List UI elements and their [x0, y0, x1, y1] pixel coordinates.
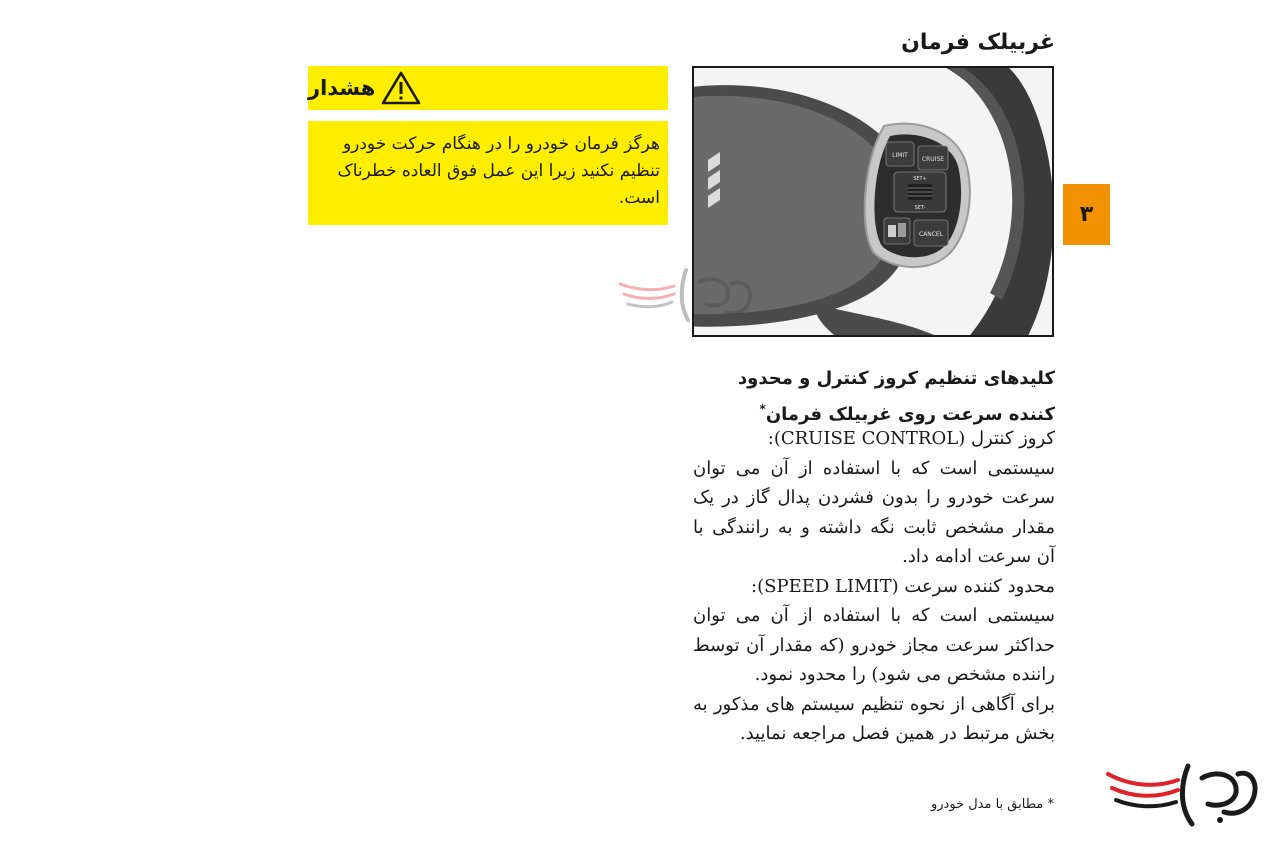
cruise-button-label: CRUISE — [921, 156, 945, 163]
cruise-control-label: کروز کنترل (CRUISE CONTROL): — [767, 428, 1055, 449]
speed-limit-text: سیستمی است که با استفاده از آن می توان حداکثر سرعت مجاز خودرو (که مقدار آن توسط راننده مشخص می شود) را محدود نمود. — [693, 605, 1055, 685]
set-plus-label: SET+ — [913, 176, 927, 182]
watermark-logo — [616, 262, 756, 332]
limit-button-label: LIMIT — [892, 152, 908, 159]
brand-logo — [1106, 760, 1258, 832]
speed-limit-label: محدود کننده سرعت (SPEED LIMIT): — [751, 575, 1055, 597]
warning-title: هشدار — [308, 76, 376, 100]
set-minus-label: SET- — [914, 205, 926, 211]
cruise-control-text: سیستمی است که با استفاده از آن می توان سرعت خودرو را بدون فشردن پدال گاز در یک مقدار مشخص ثابت نگه داشته و به رانندگی با آن سرعت ادامه داد. — [693, 457, 1055, 567]
section-title: غربیلک فرمان — [901, 30, 1055, 55]
warning-triangle-icon — [381, 70, 421, 106]
main-heading-text: کلیدهای تنظیم کروز کنترل و محدود کننده سرعت روی غربیلک فرمان — [737, 368, 1055, 425]
body-text — [693, 424, 1055, 749]
heading-asterisk: * — [759, 402, 766, 416]
main-heading — [693, 364, 1055, 430]
info-text: برای آگاهی از نحوه تنظیم سیستم های مذکور به بخش مرتبط در همین فصل مراجعه نمایید. — [693, 693, 1055, 744]
warning-text: هرگز فرمان خودرو را در هنگام حرکت خودرو تنظیم نکنید زیرا این عمل فوق العاده خطرناک است. — [308, 121, 668, 225]
chapter-tab: ۳ — [1063, 184, 1110, 245]
footnote: * مطابق با مدل خودرو — [931, 797, 1054, 812]
cancel-button-label: CANCEL — [918, 231, 944, 238]
warning-header — [308, 66, 668, 110]
